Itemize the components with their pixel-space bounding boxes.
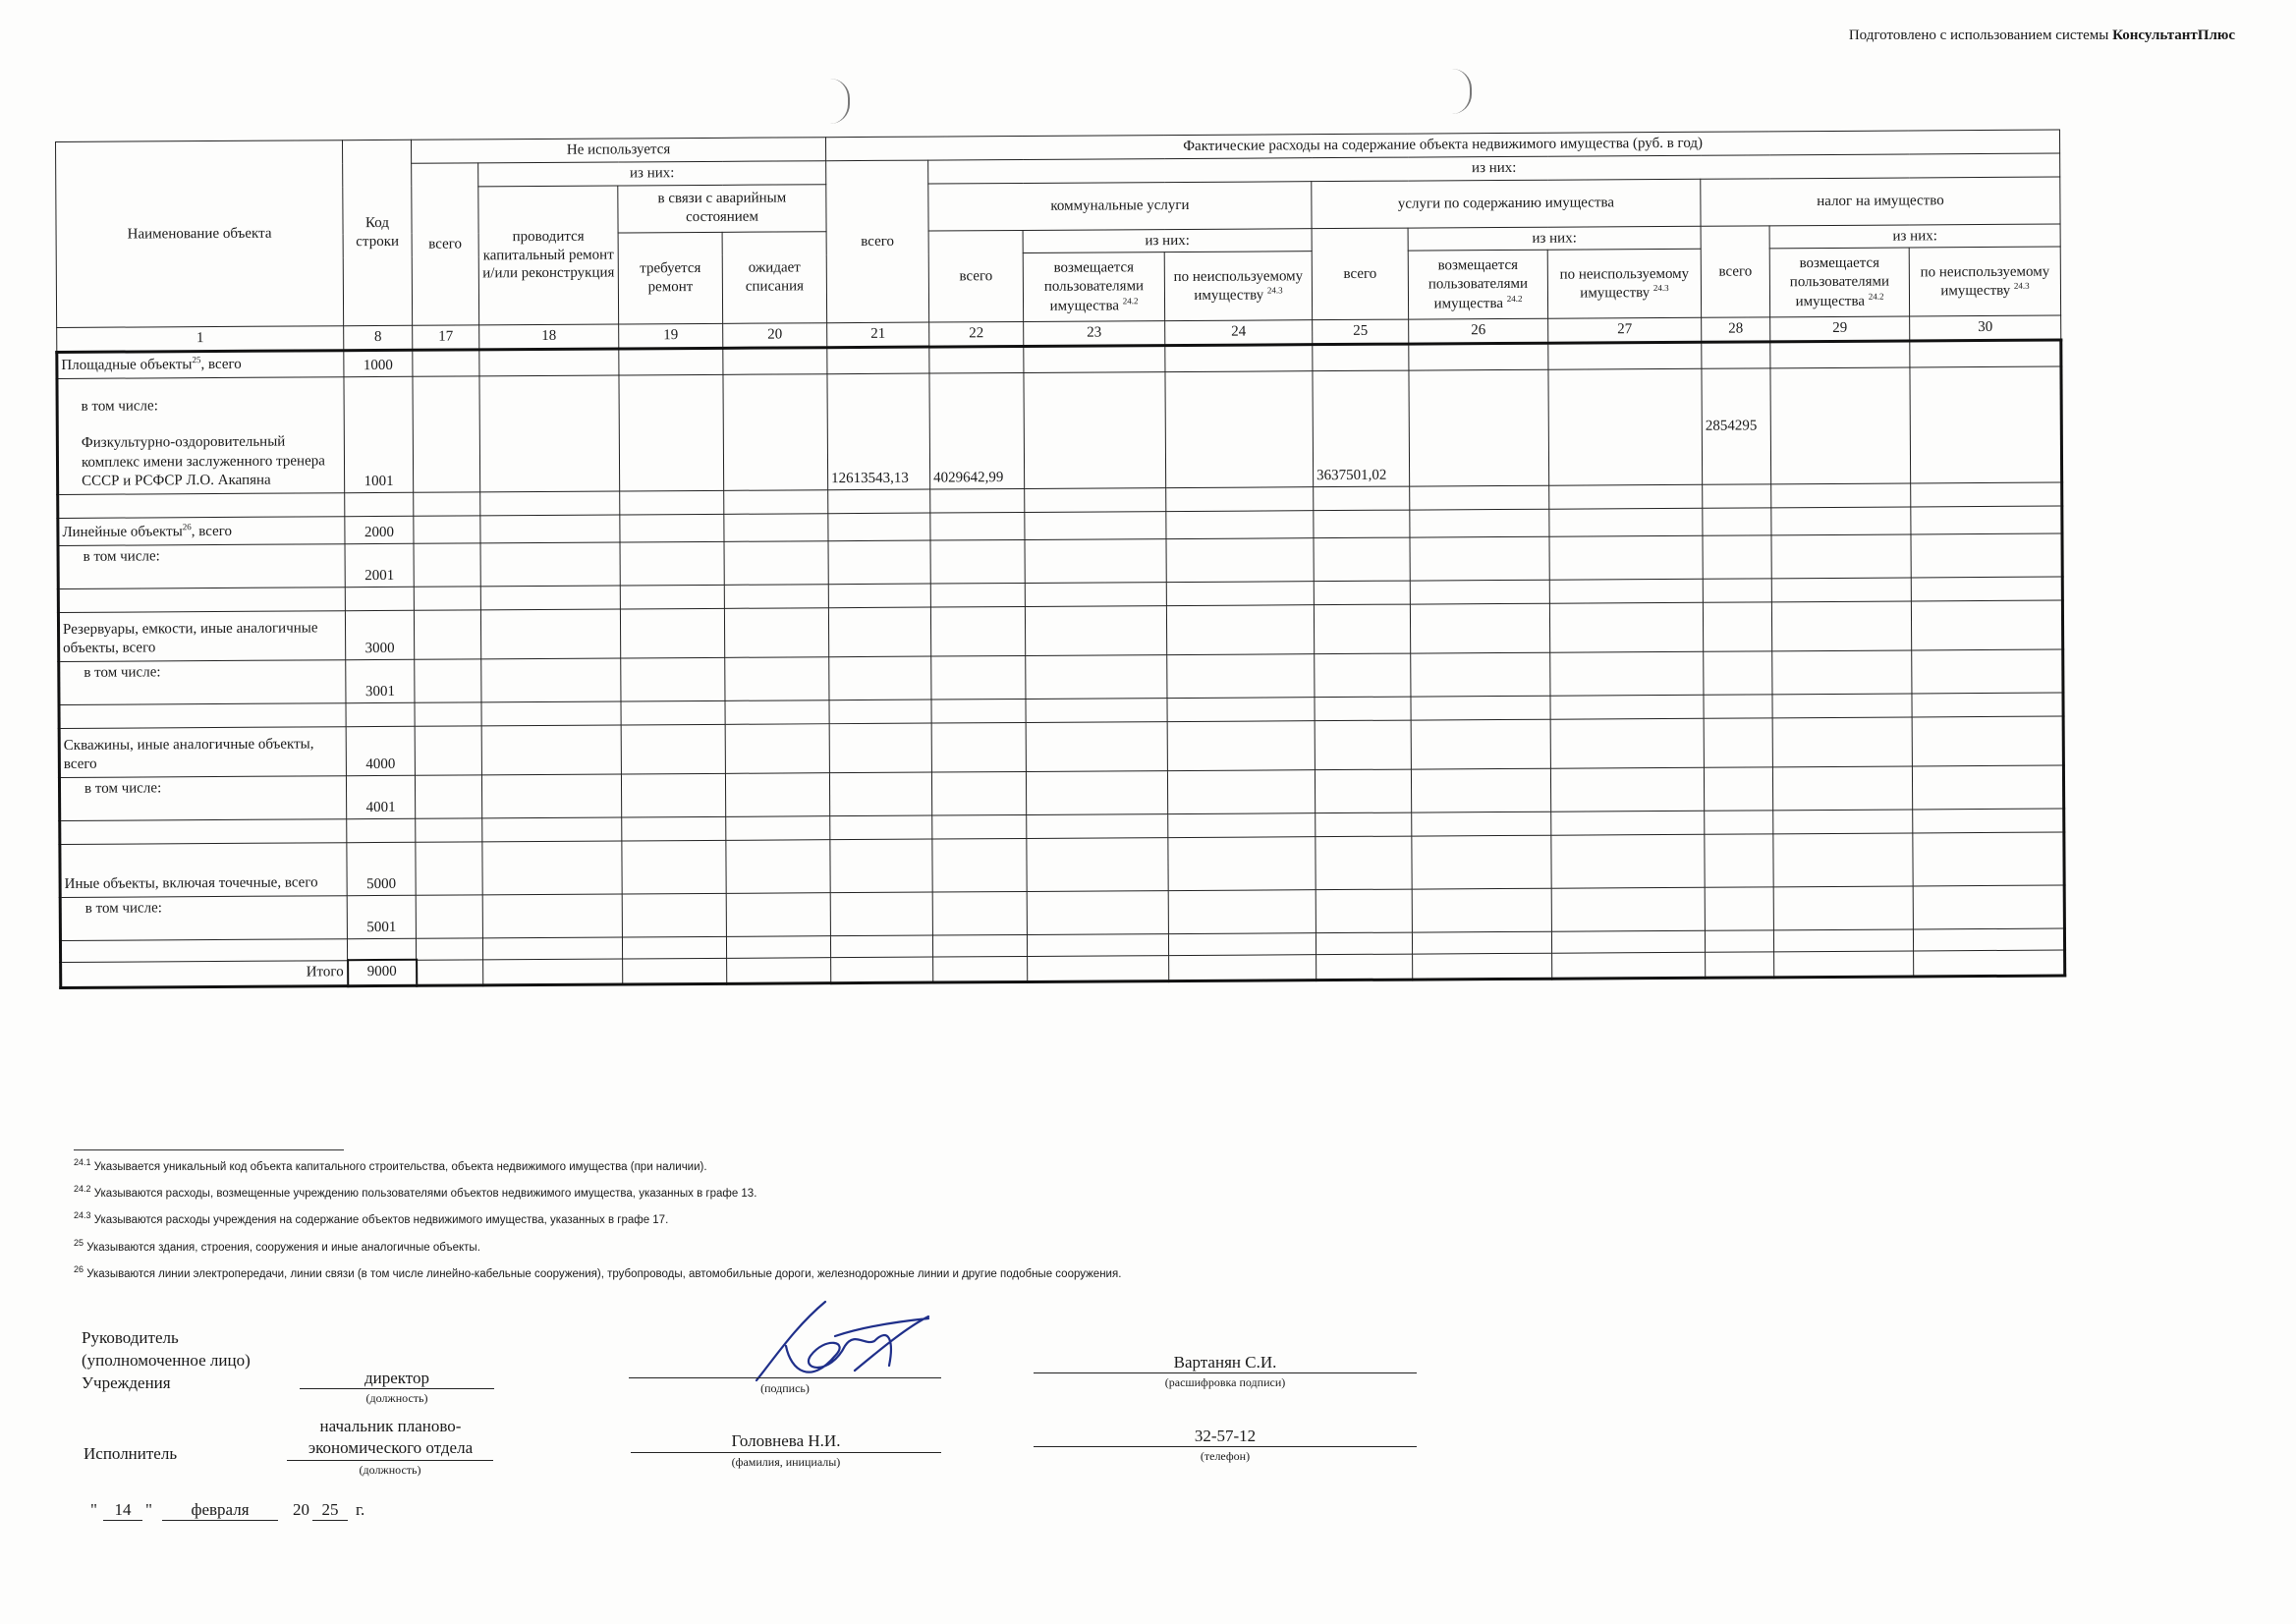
date-day: 14 [103, 1500, 142, 1521]
header-tax-of-them: из них: [1769, 224, 2060, 250]
header-tax-unused: по неиспользуемому имуществу $^{24.3}$ [1909, 247, 2060, 316]
col-number: 21 [827, 322, 929, 347]
header-maintenance: услуги по содержанию имущества [1312, 179, 1701, 228]
executor-position: начальник планово- экономического отдела [308, 1417, 474, 1457]
col-number: 19 [619, 324, 723, 349]
header-row-code: Код строки [342, 140, 412, 326]
header-unused: Не используется [411, 138, 825, 163]
date-month: февраля [162, 1500, 278, 1521]
col-number: 29 [1770, 316, 1910, 342]
total-code: 9000 [348, 960, 417, 985]
header-emergency: в связи с аварийным состоянием [618, 184, 826, 232]
footnote: $^{25}$ Указываются здания, строения, сооружения и иные аналогичные объекты. [74, 1238, 480, 1254]
position-caption: (должность) [365, 1391, 428, 1405]
executor-name-caption: (фамилия, инициалы) [731, 1455, 841, 1469]
executor-name: Головнева Н.И. [731, 1431, 841, 1450]
cell-maintenance-total: 3637501,02 [1313, 370, 1410, 487]
col-number: 25 [1313, 319, 1409, 344]
including-label: в том числе: [59, 659, 346, 704]
executor-position-line [287, 1460, 493, 1461]
head-name: Вартанян С.И. [1173, 1353, 1277, 1372]
row-code: 1001 [344, 376, 414, 492]
header-awaiting-writeoff: ожидает списания [722, 231, 827, 323]
including-label: в том числе: [60, 895, 347, 940]
row-code: 2000 [345, 516, 414, 543]
header-expenses-total: всего [826, 160, 929, 323]
total-label: Итого [61, 960, 348, 987]
executor-name-line [631, 1452, 941, 1453]
col-number: 1 [57, 326, 344, 353]
col-number: 28 [1702, 317, 1770, 342]
head-position: директор [364, 1369, 430, 1387]
date-suffix: г. [356, 1500, 365, 1519]
header-expenses: Фактические расходы на содержание объекта недвижимого имущества (руб. в год) [826, 130, 2060, 160]
header-maintenance-unused: по неиспользуемому имуществу $^{24.3}$ [1547, 250, 1701, 319]
footnote: $^{26}$ Указываются линии электропередачи, линии связи (в том числе линейно-кабельные сооружения), трубопроводы, автомобильные дороги, железнодорожные линии и другие подобные сооружения. [74, 1264, 1122, 1280]
col-number: 26 [1409, 318, 1548, 344]
header-maintenance-reimbursed: возмещается пользователями имущества $^{24.2}$ [1408, 250, 1547, 319]
row-name: Скважины, иные аналогичные объекты, всего [59, 726, 346, 777]
including-label: в том числе: [58, 543, 345, 588]
position-line [300, 1388, 494, 1389]
phone-line [1034, 1446, 1417, 1447]
col-number: 20 [723, 323, 827, 348]
punch-hole-mark [830, 79, 850, 124]
col-number: 23 [1024, 321, 1165, 347]
footnote: $^{24.2}$ Указываются расходы, возмещенные учреждению пользователями объектов недвижимого имущества, указанных в графе 13. [74, 1184, 757, 1200]
header-maintenance-total: всего [1312, 228, 1409, 320]
including-label: в том числе: [81, 397, 158, 415]
col-number: 27 [1548, 318, 1702, 344]
header-utilities-unused: по неиспользуемому имуществу $^{24.3}$ [1164, 252, 1312, 321]
row-code: 4001 [346, 775, 415, 818]
punch-hole-mark [1452, 69, 1472, 114]
row-code: 5001 [347, 895, 416, 938]
header-expenses-of-them: из них: [928, 153, 2060, 184]
footnote: $^{24.3}$ Указываются расходы учреждения на содержание объектов недвижимого имущества, указанных в графе 17. [74, 1210, 669, 1226]
footnote: $^{24.1}$ Указывается уникальный код объекта капитального строительства, объекта недвижимого имущества (при наличии). [74, 1157, 707, 1173]
date-open-quote: " [90, 1500, 97, 1519]
header-property-tax: налог на имущество [1701, 177, 2060, 226]
row-code: 4000 [346, 726, 415, 775]
header-utilities-reimbursed: возмещается пользователями имущества $^{24.2}$ [1023, 252, 1164, 322]
name-caption: (расшифровка подписи) [1164, 1375, 1286, 1389]
date-year: 25 [312, 1500, 348, 1521]
cell-tax-total: 2854295 [1702, 367, 1771, 483]
signature-line [629, 1377, 941, 1378]
cell-expenses-total: 12613543,13 [827, 373, 930, 490]
row-code: 1000 [344, 350, 413, 376]
row-code: 5000 [347, 842, 416, 895]
row-name: Линейные объекты$^{26}$, всего [58, 516, 345, 545]
header-unused-total: всего [412, 163, 479, 326]
col-number: 8 [344, 326, 413, 351]
including-label: в том числе: [59, 775, 346, 820]
row-name: Резервуары, емкости, иные аналогичные объекты, всего [58, 610, 345, 661]
col-number: 30 [1910, 315, 2061, 341]
row-code: 2001 [345, 543, 414, 587]
handwritten-signature [717, 1287, 943, 1395]
header-needs-repair: требуется ремонт [618, 232, 723, 324]
header-utilities: коммунальные услуги [928, 181, 1312, 230]
header-note-brand: КонсультантПлюс [2112, 28, 2235, 43]
footnote-divider [74, 1149, 344, 1150]
head-label: Руководитель (уполномоченное лицо) Учреждения [82, 1328, 251, 1392]
property-expenses-table [54, 130, 2066, 989]
header-note [1849, 28, 2235, 44]
header-capital-repair: проводится капитальный ремонт и/или реконструкция [478, 185, 619, 325]
row-name: Иные объекты, включая точечные, всего [60, 842, 347, 897]
row-code: 3001 [346, 659, 415, 702]
row-name: в том числе: Физкультурно-оздоровительный комплекс имени заслуженного тренера СССР и РСФСР Л.О. Акапяна [57, 376, 345, 494]
date-year-prefix: 20 [293, 1500, 309, 1519]
header-object-name: Наименование объекта [56, 140, 344, 328]
col-number: 18 [479, 324, 619, 350]
executor-label: Исполнитель [84, 1444, 178, 1463]
table-row [57, 366, 2062, 494]
header-tax-reimbursed: возмещается пользователями имущества $^{24.2}$ [1769, 248, 1909, 317]
row-code: 3000 [345, 610, 414, 659]
phone-caption: (телефон) [1200, 1449, 1251, 1463]
col-number: 24 [1165, 320, 1313, 346]
row-name: Площадные объекты$^{25}$, всего [57, 351, 344, 378]
cell-utilities-total: 4029642,99 [929, 372, 1025, 489]
col-number: 22 [929, 322, 1024, 347]
signature-caption: (подпись) [760, 1381, 810, 1395]
col-number: 17 [413, 325, 479, 350]
header-maintenance-of-them: из них: [1408, 226, 1701, 252]
header-utilities-total: всего [928, 230, 1024, 322]
phone: 32-57-12 [1194, 1427, 1257, 1445]
executor-position-caption: (должность) [359, 1463, 421, 1477]
name-line [1034, 1372, 1417, 1373]
header-unused-of-them: из них: [478, 160, 826, 186]
date-close-quote: " [145, 1500, 152, 1519]
header-note-prefix: Подготовлено с использованием системы [1848, 28, 2109, 43]
header-utilities-of-them: из них: [1023, 228, 1312, 253]
header-tax-total: всего [1701, 225, 1770, 317]
